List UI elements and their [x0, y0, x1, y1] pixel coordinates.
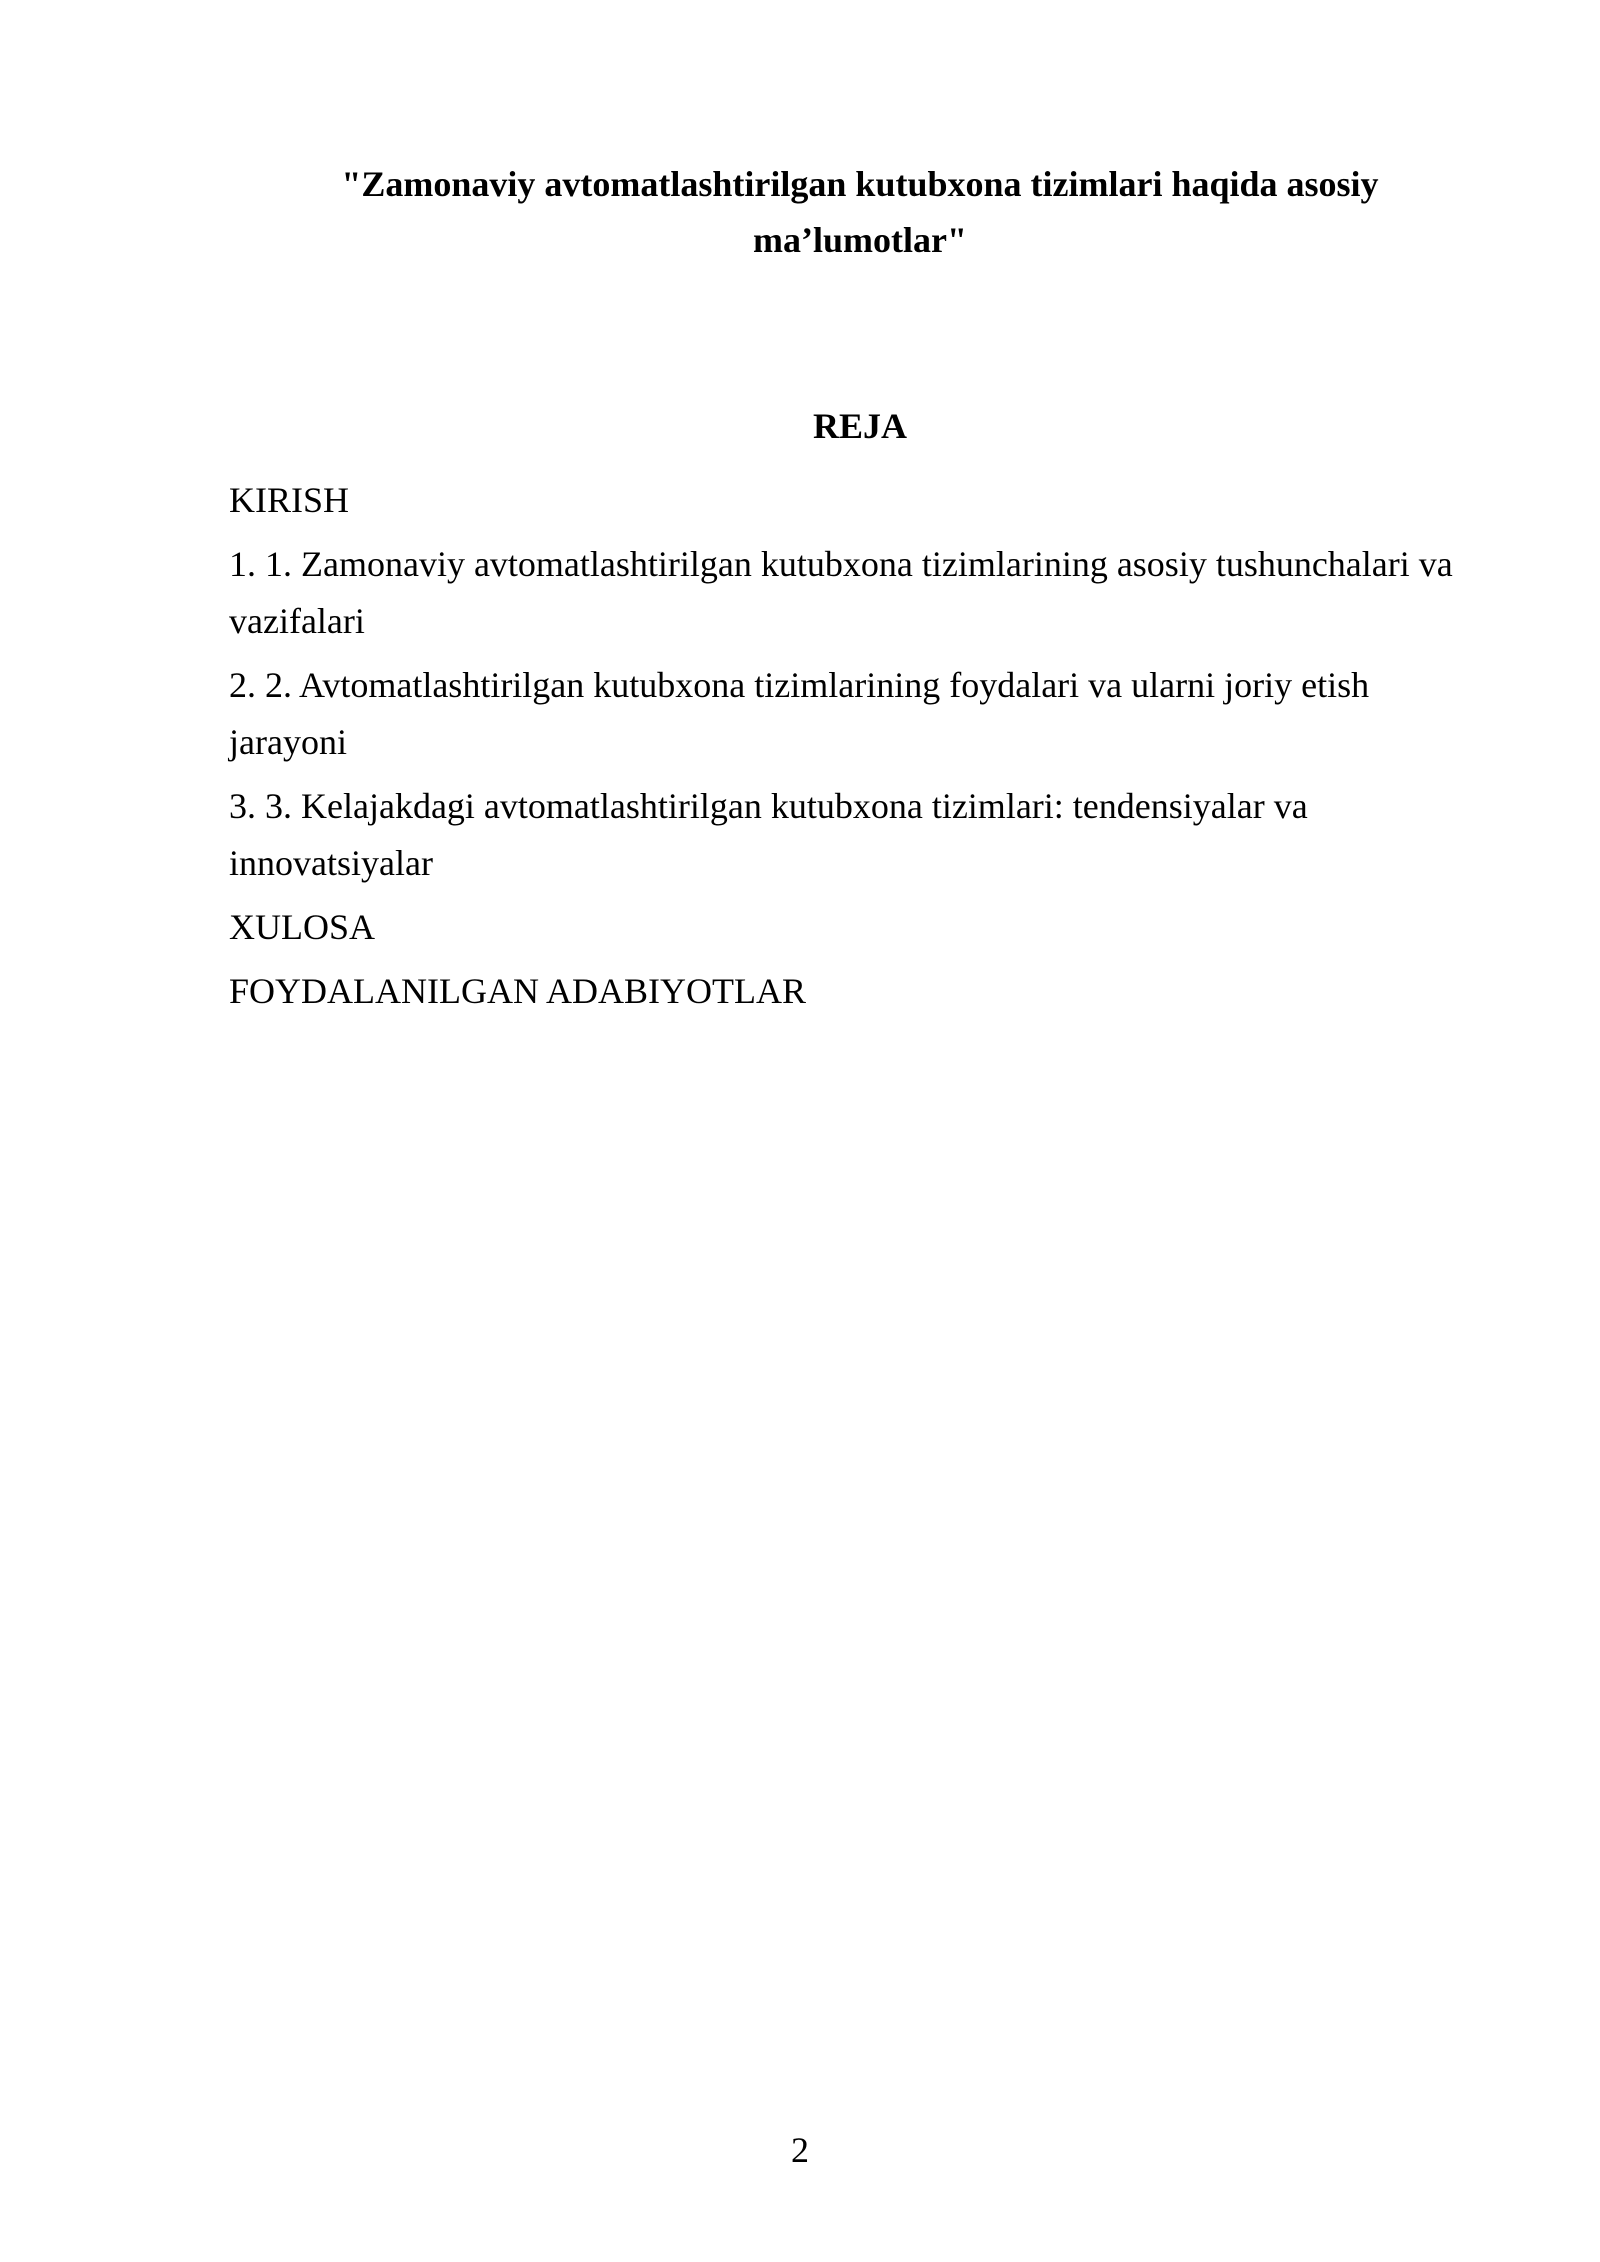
plan-item-chapter-3: 3. 3. Kelajakdagi avtomatlashtirilgan kutubxona tizimlari: tendensiyalar va innovatsiyalar [229, 786, 1308, 883]
plan-item-chapter-1: 1. 1. Zamonaviy avtomatlashtirilgan kutubxona tizimlarining asosiy tushunchalari va vazifalari [229, 544, 1453, 641]
plan-item-conclusion: XULOSA [229, 907, 376, 947]
plan-list [229, 472, 1469, 1027]
page-number: 2 [791, 2130, 809, 2170]
document-title: "Zamonaviy avtomatlashtirilgan kutubxona tizimlari haqida asosiy ma’lumotlar" [341, 164, 1379, 260]
plan-heading: REJA [812, 406, 907, 446]
plan-item-references: FOYDALANILGAN ADABIYOTLAR [229, 971, 806, 1011]
plan-item-chapter-2: 2. 2. Avtomatlashtirilgan kutubxona tizimlarining foydalari va ularni joriy etish jarayoni [229, 665, 1370, 762]
plan-item-introduction: KIRISH [229, 480, 350, 520]
